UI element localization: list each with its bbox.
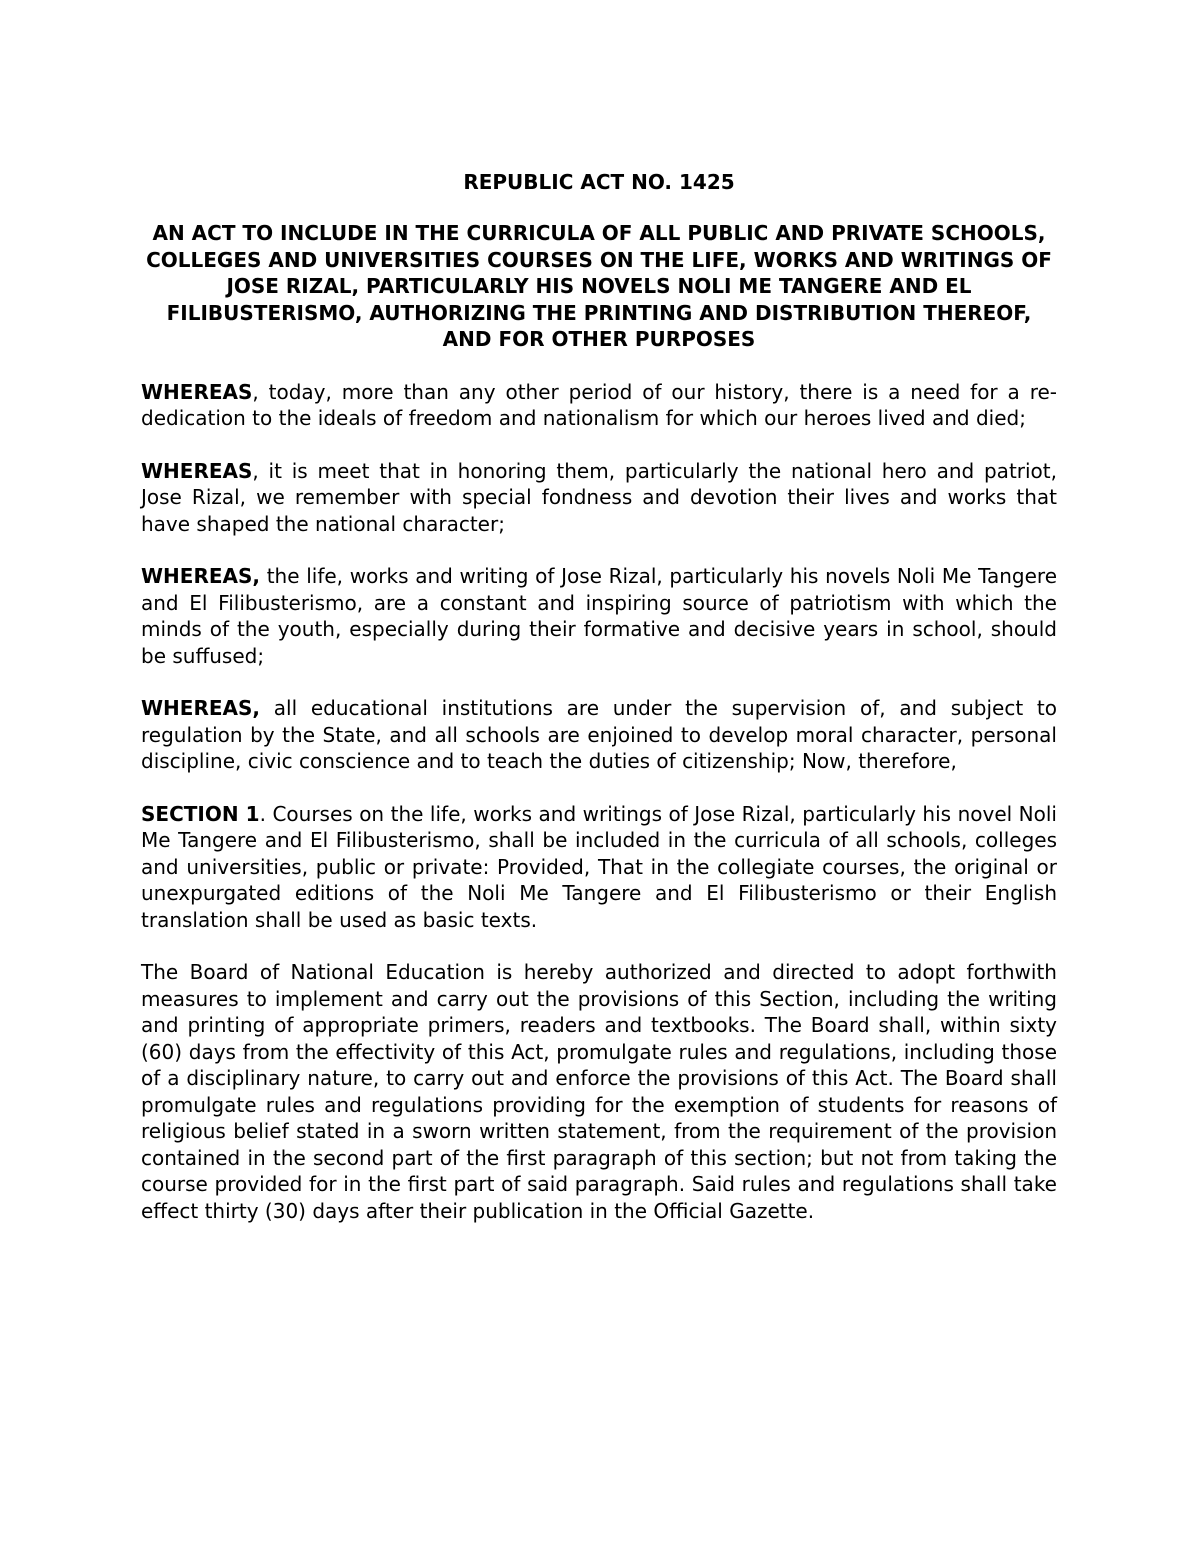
whereas-lead-4: WHEREAS, [141, 696, 261, 720]
whereas-lead-1: WHEREAS [141, 379, 253, 404]
whereas-text-2: , it is meet that in honoring them, particularly the national hero and patriot, Jose Rizal, we remember with special fondness and devotion their lives and works that have shaped the national character; [141, 458, 1057, 536]
whereas-lead-2: WHEREAS [141, 458, 253, 483]
whereas-clause-1 [141, 379, 1057, 432]
whereas-clause-4 [141, 695, 1057, 775]
section-1-lead: SECTION 1 [141, 801, 260, 826]
section-1-paragraph [141, 801, 1057, 934]
whereas-text-4: all educational institutions are under the supervision of, and subject to regulation by the State, and all schools are enjoined to develop moral character, personal discipline, civic conscience and to teach the duties of citizenship; Now, therefore, [141, 696, 1057, 773]
whereas-clause-3 [141, 563, 1057, 669]
board-paragraph: The Board of National Education is hereby authorized and directed to adopt forthwith measures to implement and carry out the provisions of this Section, including the writing and printing of appropriate primers, readers and textbooks. The Board shall, within sixty (60) days from the effectivity of this Act, promulgate rules and regulations, including those of a disciplinary nature, to carry out and enforce the provisions of this Act. The Board shall promulgate rules and regulations providing for the exemption of students for reasons of religious belief stated in a sworn written statement, from the requirement of the provision contained in the second part of the first paragraph of this section; but not from taking the course provided for in the first part of said paragraph. Said rules and regulations shall take effect thirty (30) days after their publication in the Official Gazette. [141, 960, 1057, 1223]
whereas-text-1: , today, more than any other period of our history, there is a need for a re-dedication to the ideals of freedom and nationalism for which our heroes lived and died; [141, 379, 1057, 430]
whereas-lead-3: WHEREAS, [141, 564, 261, 588]
act-title-heading: AN ACT TO INCLUDE IN THE CURRICULA OF ALL PUBLIC AND PRIVATE SCHOOLS, COLLEGES AND UNIVERSITIES COURSES ON THE LIFE, WORKS AND WRITINGS OF JOSE RIZAL, PARTICULARLY HIS NOVELS NOLI ME TANGERE AND EL FILIBUSTERISMO, AUTHORIZING THE PRINTING AND DISTRIBUTION THEREOF, AND FOR OTHER PURPOSES [146, 221, 1052, 351]
whereas-clause-2 [141, 458, 1057, 538]
act-number-heading: REPUBLIC ACT NO. 1425 [463, 170, 735, 194]
whereas-text-3: the life, works and writing of Jose Rizal, particularly his novels Noli Me Tangere and El Filibusterismo, are a constant and inspiring source of patriotism with which the minds of the youth, especially during their formative and decisive years in school, should be suffused; [141, 564, 1057, 668]
document-page [141, 166, 1057, 1250]
section-1-text: . Courses on the life, works and writings of Jose Rizal, particularly his novel Noli Me Tangere and El Filibusterismo, shall be included in the curricula of all schools, colleges and universities, public or private: Provided, That in the collegiate courses, the original or unexpurgated editions of the Noli Me Tangere and El Filibusterismo or their English translation shall be used as basic texts. [141, 801, 1057, 932]
